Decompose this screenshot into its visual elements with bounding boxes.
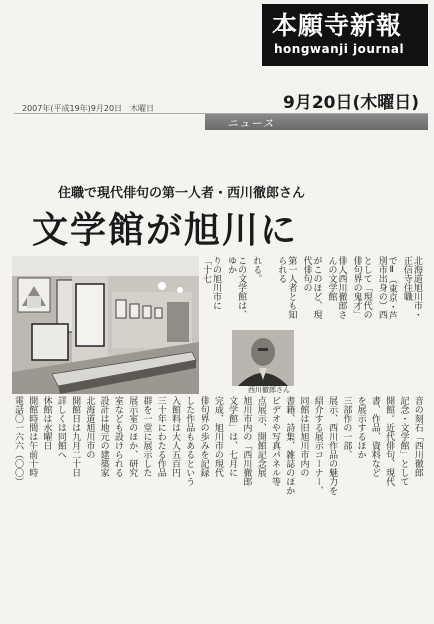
text-column: 電話〇一六六（〇〇） [13, 396, 23, 486]
text-column: 点展示、開館記念展 [255, 396, 266, 477]
text-column: 室なども設けられる [112, 396, 123, 477]
text-column: 展示室のほか、研究 [127, 396, 138, 477]
text-column: 記念・文学館」として [398, 396, 409, 486]
museum-photo [12, 256, 199, 394]
text-column: 北海道旭川市・正信寺住職 [401, 256, 422, 319]
text-column: 休館は水曜日 [41, 396, 52, 450]
text-column: この文学館は、ゆか [226, 256, 247, 319]
text-column: 書、作品、資料など [369, 396, 380, 477]
text-column: 第一人者とも知られる [276, 256, 297, 319]
text-column: 書籍、詩集、雑誌のほか [284, 396, 295, 495]
text-column: 開館。近代俳句、現代 [384, 396, 395, 486]
text-column: 俳人西川徹郎さんの文学館 [326, 256, 347, 319]
text-column: 展示、西川作品の魅力を [327, 396, 338, 495]
text-column: ビデオや写真パネル等 [269, 396, 280, 486]
text-column: 入館料は大人五百円 [170, 396, 181, 477]
text-column: 開館日は九月二十日 [70, 396, 81, 477]
text-column: がこのほど、現代俳句の [301, 256, 322, 319]
article-kicker: 住職で現代俳句の第一人者・西川徹郎さん [58, 186, 306, 201]
text-column: 開館時間は午前十時 [27, 396, 38, 477]
text-column: として「現代の俳句界の鬼才」 [351, 256, 372, 319]
text-column: 紹介する展示コーナー、 [312, 396, 323, 495]
text-column: でⅡ（東京・芦別市出身の）西 [376, 256, 397, 320]
text-column: 俳句界の歩みを記録 [198, 396, 209, 477]
section-banner [205, 114, 428, 130]
text-column: 三十年にわたる作品 [155, 396, 166, 477]
portrait-caption: 西川徹郎さん [248, 386, 290, 394]
text-column: 詳しくは同館へ [55, 396, 66, 459]
dateline: 2007年(平成19年)9月20日 木曜日 [22, 104, 155, 113]
text-column: した作品もあるという [184, 396, 195, 486]
author-portrait [232, 330, 294, 386]
text-column: 文学館」は、七月に [227, 396, 238, 477]
text-column: りの旭川市に「十七 [201, 256, 221, 310]
text-column: 同館は旧旭川市内の [298, 396, 309, 477]
text-column: 完成、旭川市の現代 [212, 396, 223, 477]
newspaper-subtitle: hongwanji journal [274, 42, 405, 56]
text-column: 旭川市内の「西川徹郎 [241, 396, 252, 486]
text-column: 設計は地元の建築家 [98, 396, 109, 477]
newspaper-name: 本願寺新報 [272, 11, 403, 40]
article-headline: 文学館が旭川に [32, 210, 299, 251]
text-column: 三部作の一部、 [341, 396, 352, 459]
masthead [262, 4, 428, 66]
text-column: を展示するほか [355, 396, 366, 459]
text-column: 群を一堂に展示した [141, 396, 152, 477]
section-label: ニュース [227, 117, 275, 130]
text-column: れる。 [251, 256, 262, 283]
issue-date: 9月20日(木曜日) [283, 93, 420, 113]
text-column: 音の刻石「西川徹郎 [412, 396, 423, 477]
text-column: 北海道旭川市の [84, 396, 95, 459]
article-lower-text [12, 396, 426, 622]
